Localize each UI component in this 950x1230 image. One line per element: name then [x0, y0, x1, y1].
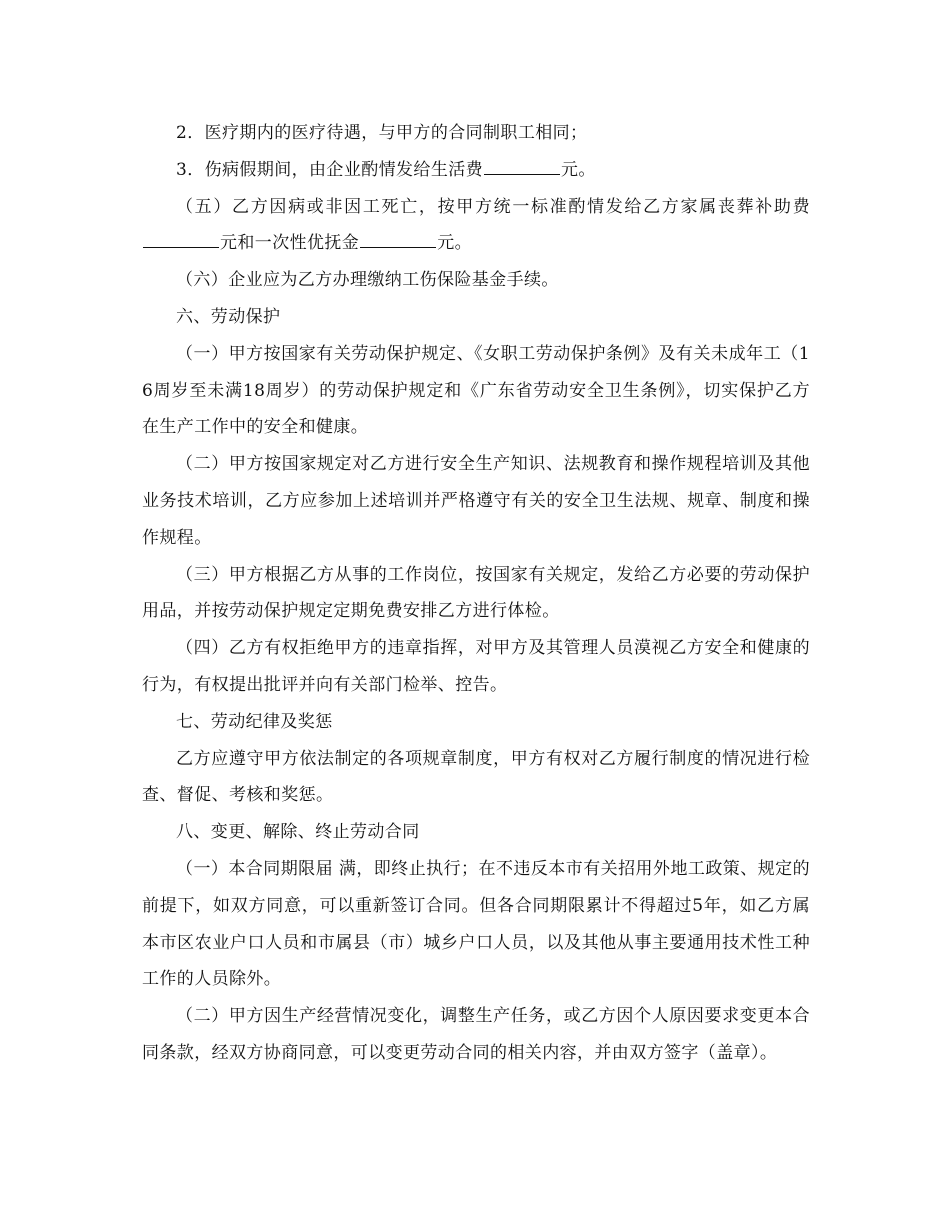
section-heading-contract-changes: 八、变更、解除、终止劳动合同 — [176, 822, 420, 843]
paragraph-safety-training: （二）甲方按国家规定对乙方进行安全生产知识、法规教育和操作规程培训及其他业务技术培训，乙方应参加上述培训并严格遵守有关的安全卫生法规、规章、制度和操作规程。 — [142, 454, 810, 548]
paragraph-rules-compliance: 乙方应遵守甲方依法制定的各项规章制度，甲方有权对乙方履行制度的情况进行检查、督促、考核和奖惩。 — [142, 748, 810, 806]
paragraph-text: 3．伤病假期间，由企业酌情发给生活费 — [176, 159, 484, 180]
document-body — [142, 115, 810, 1072]
paragraph-contract-expiry: （一）本合同期限届 满，即终止执行；在不违反本市有关招用外地工政策、规定的前提下，如双方同意，可以重新签订合同。但各合同期限累计不得超过5年，如乙方属本市区农业户口人员和市属县（市）城乡户口人员，以及其他从事主要通用技术性工种工作的人员除外。 — [142, 858, 810, 990]
paragraph-text: 元和一次性优抚金 — [220, 233, 360, 254]
paragraph-medical-treatment: 2．医疗期内的医疗待遇，与甲方的合同制职工相同； — [176, 123, 588, 143]
section-heading-labor-protection: 六、劳动保护 — [176, 306, 281, 327]
paragraph-text: （五）乙方因病或非因工死亡，按甲方统一标准酌情发给乙方家属丧葬补助费 — [176, 196, 810, 217]
blank-amount-field — [360, 229, 436, 248]
paragraph-protective-supplies: （三）甲方根据乙方从事的工作岗位，按国家有关规定，发给乙方必要的劳动保护用品，并按劳动保护规定定期免费安排乙方进行体检。 — [142, 564, 810, 622]
section-heading-discipline: 七、劳动纪律及奖惩 — [176, 711, 333, 732]
blank-amount-field — [484, 156, 560, 175]
paragraph-injury-insurance: （六）企业应为乙方办理缴纳工伤保险基金手续。 — [176, 270, 559, 291]
paragraph-living-allowance — [142, 152, 810, 189]
paragraph-funeral-subsidy — [142, 189, 810, 263]
paragraph-refuse-violations: （四）乙方有权拒绝甲方的违章指挥，对甲方及其管理人员漠视乙方安全和健康的行为，有权提出批评并向有关部门检举、控告。 — [142, 638, 810, 695]
blank-amount-field — [143, 229, 219, 248]
paragraph-text: 元。 — [437, 233, 473, 254]
paragraph-contract-modification: （二）甲方因生产经营情况变化，调整生产任务，或乙方因个人原因要求变更本合同条款，经双方协商同意，可以变更劳动合同的相关内容，并由双方签字（盖章）。 — [142, 1006, 810, 1063]
paragraph-protection-rules: （一）甲方按国家有关劳动保护规定、《女职工劳动保护条例》及有关未成年工（16周岁至未满18周岁）的劳动保护规定和《广东省劳动安全卫生条例》，切实保护乙方在生产工作中的安全和健康。 — [142, 343, 810, 438]
paragraph-text: 元。 — [561, 159, 596, 180]
